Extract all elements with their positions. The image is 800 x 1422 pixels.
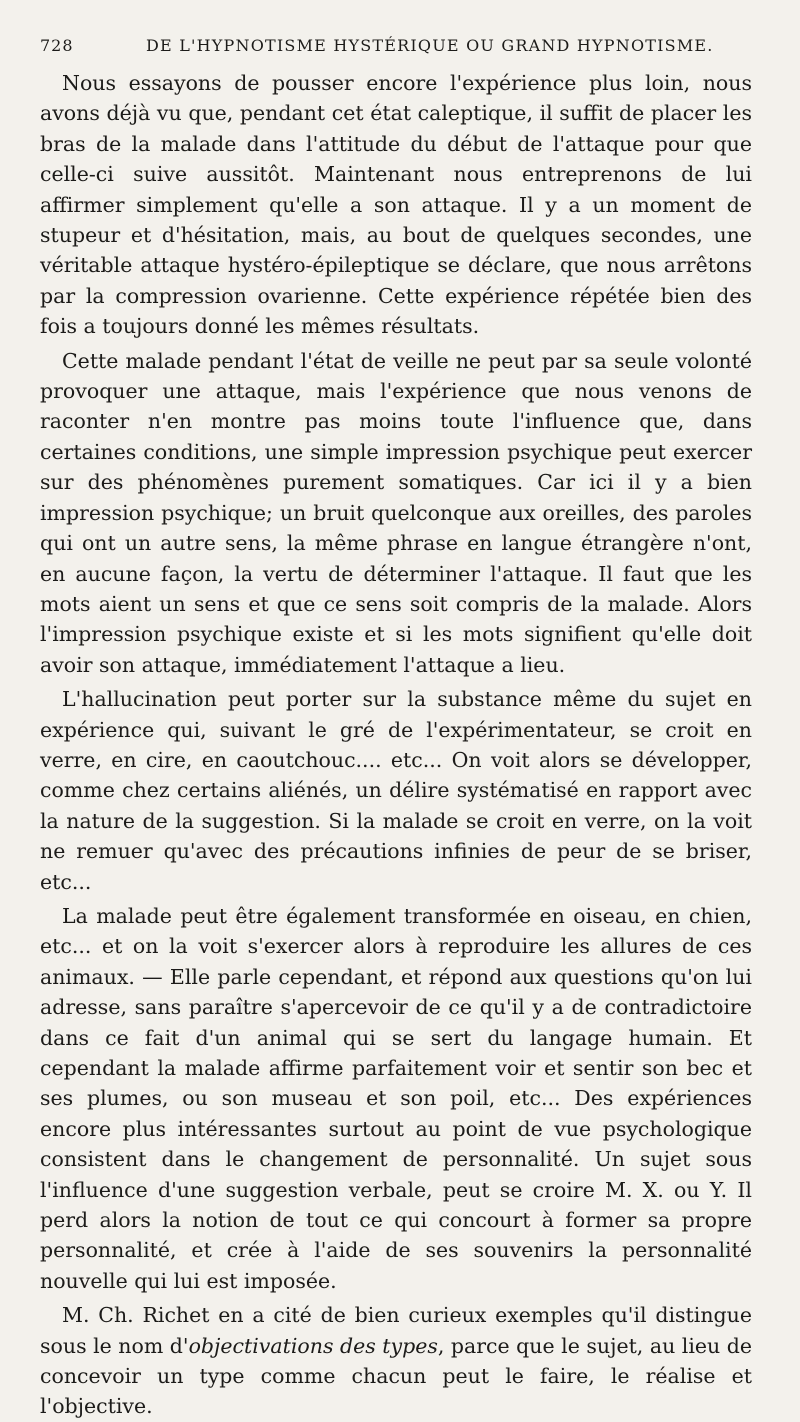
- paragraph-2: Cette malade pendant l'état de veille ne peut par sa seule volonté provoquer une attaque, mais l'expérience que nous venons de raconter n'en montre pas moins toute l'influence que, dans certaines conditions, une simple impression psychique peut exercer sur des phénomènes purement somatiques. Car ici il y a bien impression psychique; un bruit quelconque aux oreilles, des paroles qui ont un autre sens, la même phrase en langue étrangère n'ont, en aucune façon, la vertu de déterminer l'attaque. Il faut que les mots aient un sens et que ce sens soit compris de la malade. Alors l'impression psychique existe et si les mots signifient qu'elle doit avoir son attaque, immédiatement l'attaque a lieu.: [40, 348, 752, 677]
- running-head-title: DE L'HYPNOTISME HYSTÉRIQUE OU GRAND HYPNOTISME.: [146, 36, 714, 55]
- running-head: [40, 30, 752, 60]
- body-text: [40, 68, 752, 1422]
- paragraph-5: [40, 1300, 752, 1422]
- paragraph-5-tail: , parce que le sujet, au lieu de concevoir un type comme chacun peut le faire, le réalise et l'objective.: [40, 1333, 753, 1419]
- page-number: 728: [40, 36, 74, 55]
- italic-term: objectivations des types: [188, 1333, 438, 1358]
- paragraph-3: L'hallucination peut porter sur la substance même du sujet en expérience qui, suivant le gré de l'expérimentateur, se croit en verre, en cire, en caoutchouc.... etc... On voit alors se développer, comme chez certains aliénés, un délire systématisé en rapport avec la nature de la suggestion. Si la malade se croit en verre, on la voit ne remuer qu'avec des précautions infinies de peur de se briser, etc...: [40, 687, 752, 894]
- paragraph-4: La malade peut être également transformée en oiseau, en chien, etc... et on la voit s'exercer alors à reproduire les allures de ces animaux. — Elle parle cependant, et répond aux questions qu'on lui adresse, sans paraître s'apercevoir de ce qu'il y a de contradictoire dans ce fait d'un animal qui se sert du langage humain. Et cependant la malade affirme parfaitement voir et sentir son bec et ses plumes, ou son museau et son poil, etc... Des expériences encore plus intéressantes surtout au point de vue psychologique consistent dans le changement de personnalité. Un sujet sous l'influence d'une suggestion verbale, peut se croire M. X. ou Y. Il perd alors la notion de tout ce qui concourt à former sa propre personnalité, et crée à l'aide de ses souvenirs la personnalité nouvelle qui lui est imposée.: [40, 903, 752, 1293]
- paragraph-5-lead: M. Ch. Richet en a cité de bien curieux exemples qu'il distingue sous le nom d': [40, 1303, 752, 1358]
- paragraph-1: Nous essayons de pousser encore l'expérience plus loin, nous avons déjà vu que, pendant cet état caleptique, il suffit de placer les bras de la malade dans l'attitude du début de l'attaque pour que celle-ci suive aussitôt. Maintenant nous entreprenons de lui affirmer simplement qu'elle a son attaque. Il y a un moment de stupeur et d'hésitation, mais, au bout de quelques secondes, une véritable attaque hystéro-épileptique se déclare, que nous arrêtons par la compression ovarienne. Cette expérience répétée bien des fois a toujours donné les mêmes résultats.: [40, 71, 752, 339]
